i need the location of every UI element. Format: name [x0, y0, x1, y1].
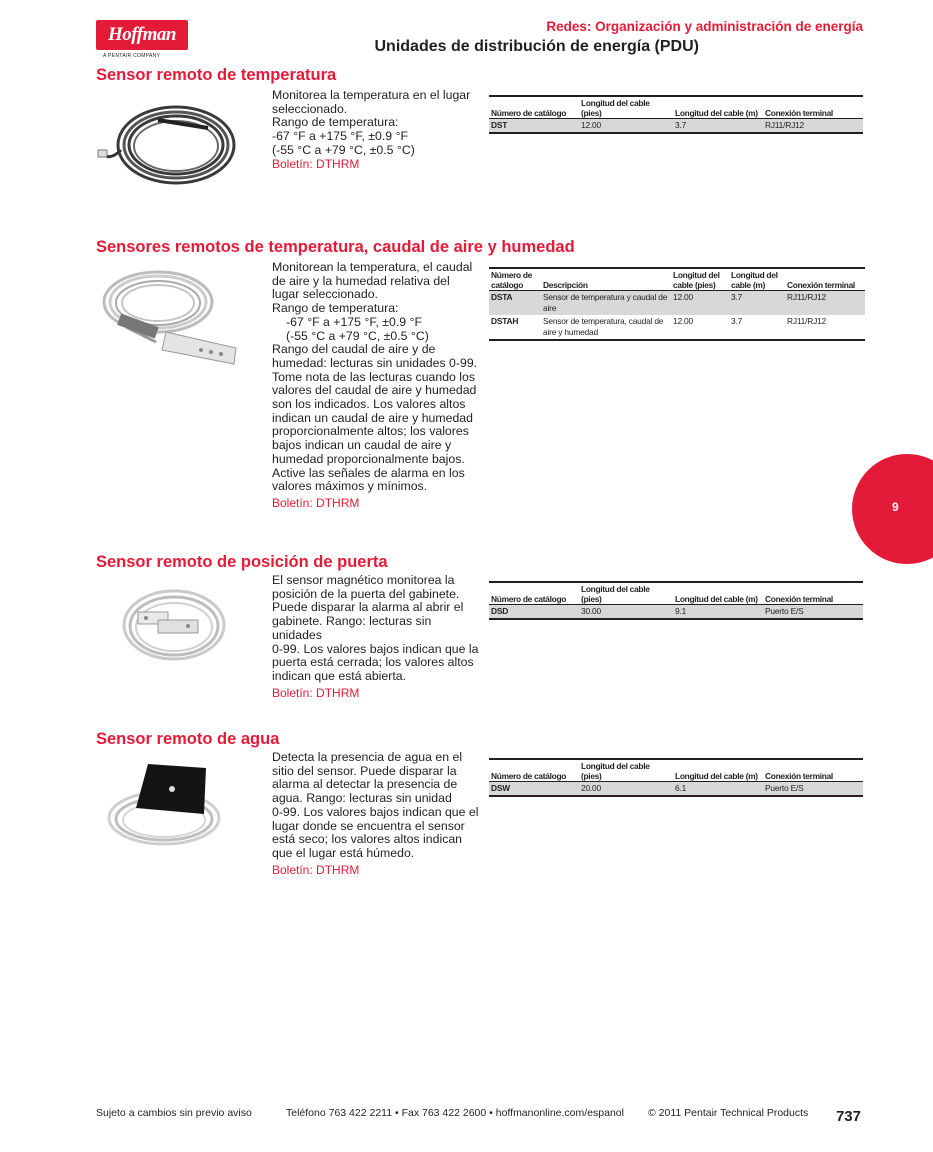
table-cell: 12.00: [579, 119, 673, 134]
bulletin-link[interactable]: Boletín: DTHRM: [272, 495, 360, 510]
col-header: Longitud del cable (pies): [579, 96, 673, 119]
col-header: Longitud del cable (m): [729, 268, 785, 291]
spec-table-temp: [489, 95, 863, 134]
desc-line: son los indicados. Los valores altos: [272, 397, 466, 412]
table-cell: 30.00: [579, 605, 673, 620]
desc-line: lugar seleccionado.: [272, 287, 378, 302]
col-header: Número de catálogo: [489, 268, 541, 291]
catalog-number: DSTA: [489, 291, 541, 316]
desc-line: Rango de temperatura:: [272, 301, 399, 316]
desc-line: Rango del caudal de aire y de: [272, 342, 436, 357]
table-cell: RJ11/RJ12: [763, 119, 863, 134]
section-desc-temp: [272, 89, 482, 171]
table-cell: Puerto E/S: [763, 782, 863, 797]
desc-line: seleccionado.: [272, 101, 348, 116]
col-header: Longitud del cable (m): [673, 582, 763, 605]
page-title: Unidades de distribución de energía (PDU): [374, 38, 699, 55]
col-header: Longitud del cable (pies): [579, 759, 673, 782]
desc-line: posición de la puerta del gabinete.: [272, 586, 460, 601]
table-row: [489, 291, 865, 316]
desc-line: indican que está abierta.: [272, 668, 406, 683]
desc-line: puerta está cerrada; los valores altos: [272, 655, 474, 670]
table-cell: 6.1: [673, 782, 763, 797]
bulletin-link[interactable]: Boletín: DTHRM: [272, 862, 360, 877]
hoffman-logo: Hoffman: [96, 20, 188, 50]
desc-line: proporcionalmente altos; los valores: [272, 424, 469, 439]
bulletin-link[interactable]: Boletín: DTHRM: [272, 156, 360, 171]
col-header: Longitud del cable (pies): [671, 268, 729, 291]
table-cell: RJ11/RJ12: [785, 291, 865, 316]
table-cell: 3.7: [731, 316, 743, 326]
catalog-number: DSD: [489, 605, 579, 620]
col-header: Longitud del cable (m): [673, 759, 763, 782]
desc-line: valores del caudal de aire y humedad: [272, 383, 477, 398]
spec-table-temp-air-humidity: [489, 267, 865, 341]
desc-line: El sensor magnético monitorea la: [272, 573, 455, 587]
desc-line: alarma al detectar la presencia de: [272, 777, 458, 792]
bulletin-link[interactable]: Boletín: DTHRM: [272, 685, 360, 700]
section-desc-temp-air-humidity: [272, 261, 482, 511]
section-title-door: Sensor remoto de posición de puerta: [96, 553, 388, 571]
table-cell: RJ11/RJ12: [787, 316, 827, 326]
table-cell: Sensor de temperatura y caudal de aire: [541, 291, 671, 316]
col-header: Conexión terminal: [763, 582, 863, 605]
header-section: Redes: Organización y administración de energía: [546, 19, 863, 34]
desc-line: que el lugar está húmedo.: [272, 845, 415, 860]
table-cell: 3.7: [729, 291, 785, 316]
desc-line: de aire y la humedad relativa del: [272, 273, 450, 288]
desc-line: valores máximos y mínimos.: [272, 479, 428, 494]
desc-line: Tome nota de las lecturas cuando los: [272, 369, 476, 384]
page-number: 737: [835, 1108, 861, 1125]
desc-line: humedad proporcionalmente bajos.: [272, 451, 465, 466]
desc-line: -67 °F a +175 °F, ±0.9 °F: [286, 314, 422, 329]
desc-line: Puede disparar la alarma al abrir el: [272, 600, 464, 615]
catalog-number: DST: [489, 119, 579, 134]
section-title-water: Sensor remoto de agua: [96, 730, 280, 748]
table-cell: Puerto E/S: [763, 605, 863, 620]
desc-line: Monitorea la temperatura en el lugar: [272, 88, 471, 102]
table-cell: 9.1: [673, 605, 763, 620]
desc-line: 0-99. Los valores bajos indican que el: [272, 804, 479, 819]
footer-copyright: © 2011 Pentair Technical Products: [648, 1107, 809, 1119]
desc-line: lugar donde se encuentra el sensor: [272, 818, 465, 833]
table-row: [489, 315, 865, 340]
desc-line: Active las señales de alarma en los: [272, 465, 465, 480]
catalog-number: DSW: [489, 782, 579, 797]
table-row: [489, 782, 863, 797]
footer-contact: Teléfono 763 422 2211 • Fax 763 422 2600 • hoffmanonline.com/espanol: [286, 1107, 624, 1119]
col-header: Número de catálogo: [489, 759, 579, 782]
col-header: Descripción: [541, 268, 671, 291]
desc-line: (-55 °C a +79 °C, ±0.5 °C): [286, 328, 429, 343]
spec-table-water: [489, 758, 863, 797]
desc-line: indican un caudal de aire y humedad: [272, 410, 473, 425]
logo-tagline: A PENTAIR COMPANY: [103, 53, 161, 59]
section-title-temp-air-humidity: Sensores remotos de temperatura, caudal de aire y humedad: [96, 238, 575, 256]
section-desc-door: [272, 574, 482, 700]
desc-line: 0-99. Los valores bajos indican que la: [272, 641, 479, 656]
desc-line: humedad: lecturas sin unidades 0-99.: [272, 355, 478, 370]
spec-table-door: [489, 581, 863, 620]
desc-line: bajos indican un caudal de aire y: [272, 438, 452, 453]
temp-air-humidity-sensor-image: [96, 262, 246, 370]
desc-line: sitio del sensor. Puede disparar la: [272, 763, 457, 778]
col-header: Longitud del cable (pies): [579, 582, 673, 605]
desc-line: Detecta la presencia de agua en el: [272, 750, 463, 764]
desc-line: agua. Rango: lecturas sin unidad: [272, 791, 452, 806]
catalog-number: DSTAH: [491, 316, 519, 326]
chapter-tab-number: 9: [892, 500, 899, 514]
footer-notice: Sujeto a cambios sin previo aviso: [96, 1107, 252, 1119]
table-cell: Sensor de temperatura, caudal de aire y humedad: [543, 316, 664, 337]
desc-line: -67 °F a +175 °F, ±0.9 °F: [272, 129, 408, 144]
water-sensor-image: [96, 756, 246, 856]
door-sensor-image: [96, 580, 246, 680]
table-cell: 3.7: [673, 119, 763, 134]
desc-line: Rango de temperatura:: [272, 115, 399, 130]
table-cell: 12.00: [673, 316, 693, 326]
table-cell: 12.00: [671, 291, 729, 316]
desc-line: (-55 °C a +79 °C, ±0.5 °C): [272, 142, 415, 157]
table-cell: 20.00: [579, 782, 673, 797]
table-row: [489, 119, 863, 134]
section-desc-water: [272, 751, 482, 877]
col-header: Conexión terminal: [785, 268, 865, 291]
table-row: [489, 605, 863, 620]
col-header: Conexión terminal: [763, 759, 863, 782]
col-header: Número de catálogo: [489, 96, 579, 119]
col-header: Longitud del cable (m): [673, 96, 763, 119]
desc-line: gabinete. Rango: lecturas sin unidades: [272, 614, 432, 642]
desc-line: Monitorean la temperatura, el caudal: [272, 260, 473, 274]
col-header: Conexión terminal: [763, 96, 863, 119]
col-header: Número de catálogo: [489, 582, 579, 605]
desc-line: está seco; los valores altos indican: [272, 832, 463, 847]
section-title-temp: Sensor remoto de temperatura: [96, 66, 337, 84]
temperature-sensor-image: [96, 90, 246, 190]
